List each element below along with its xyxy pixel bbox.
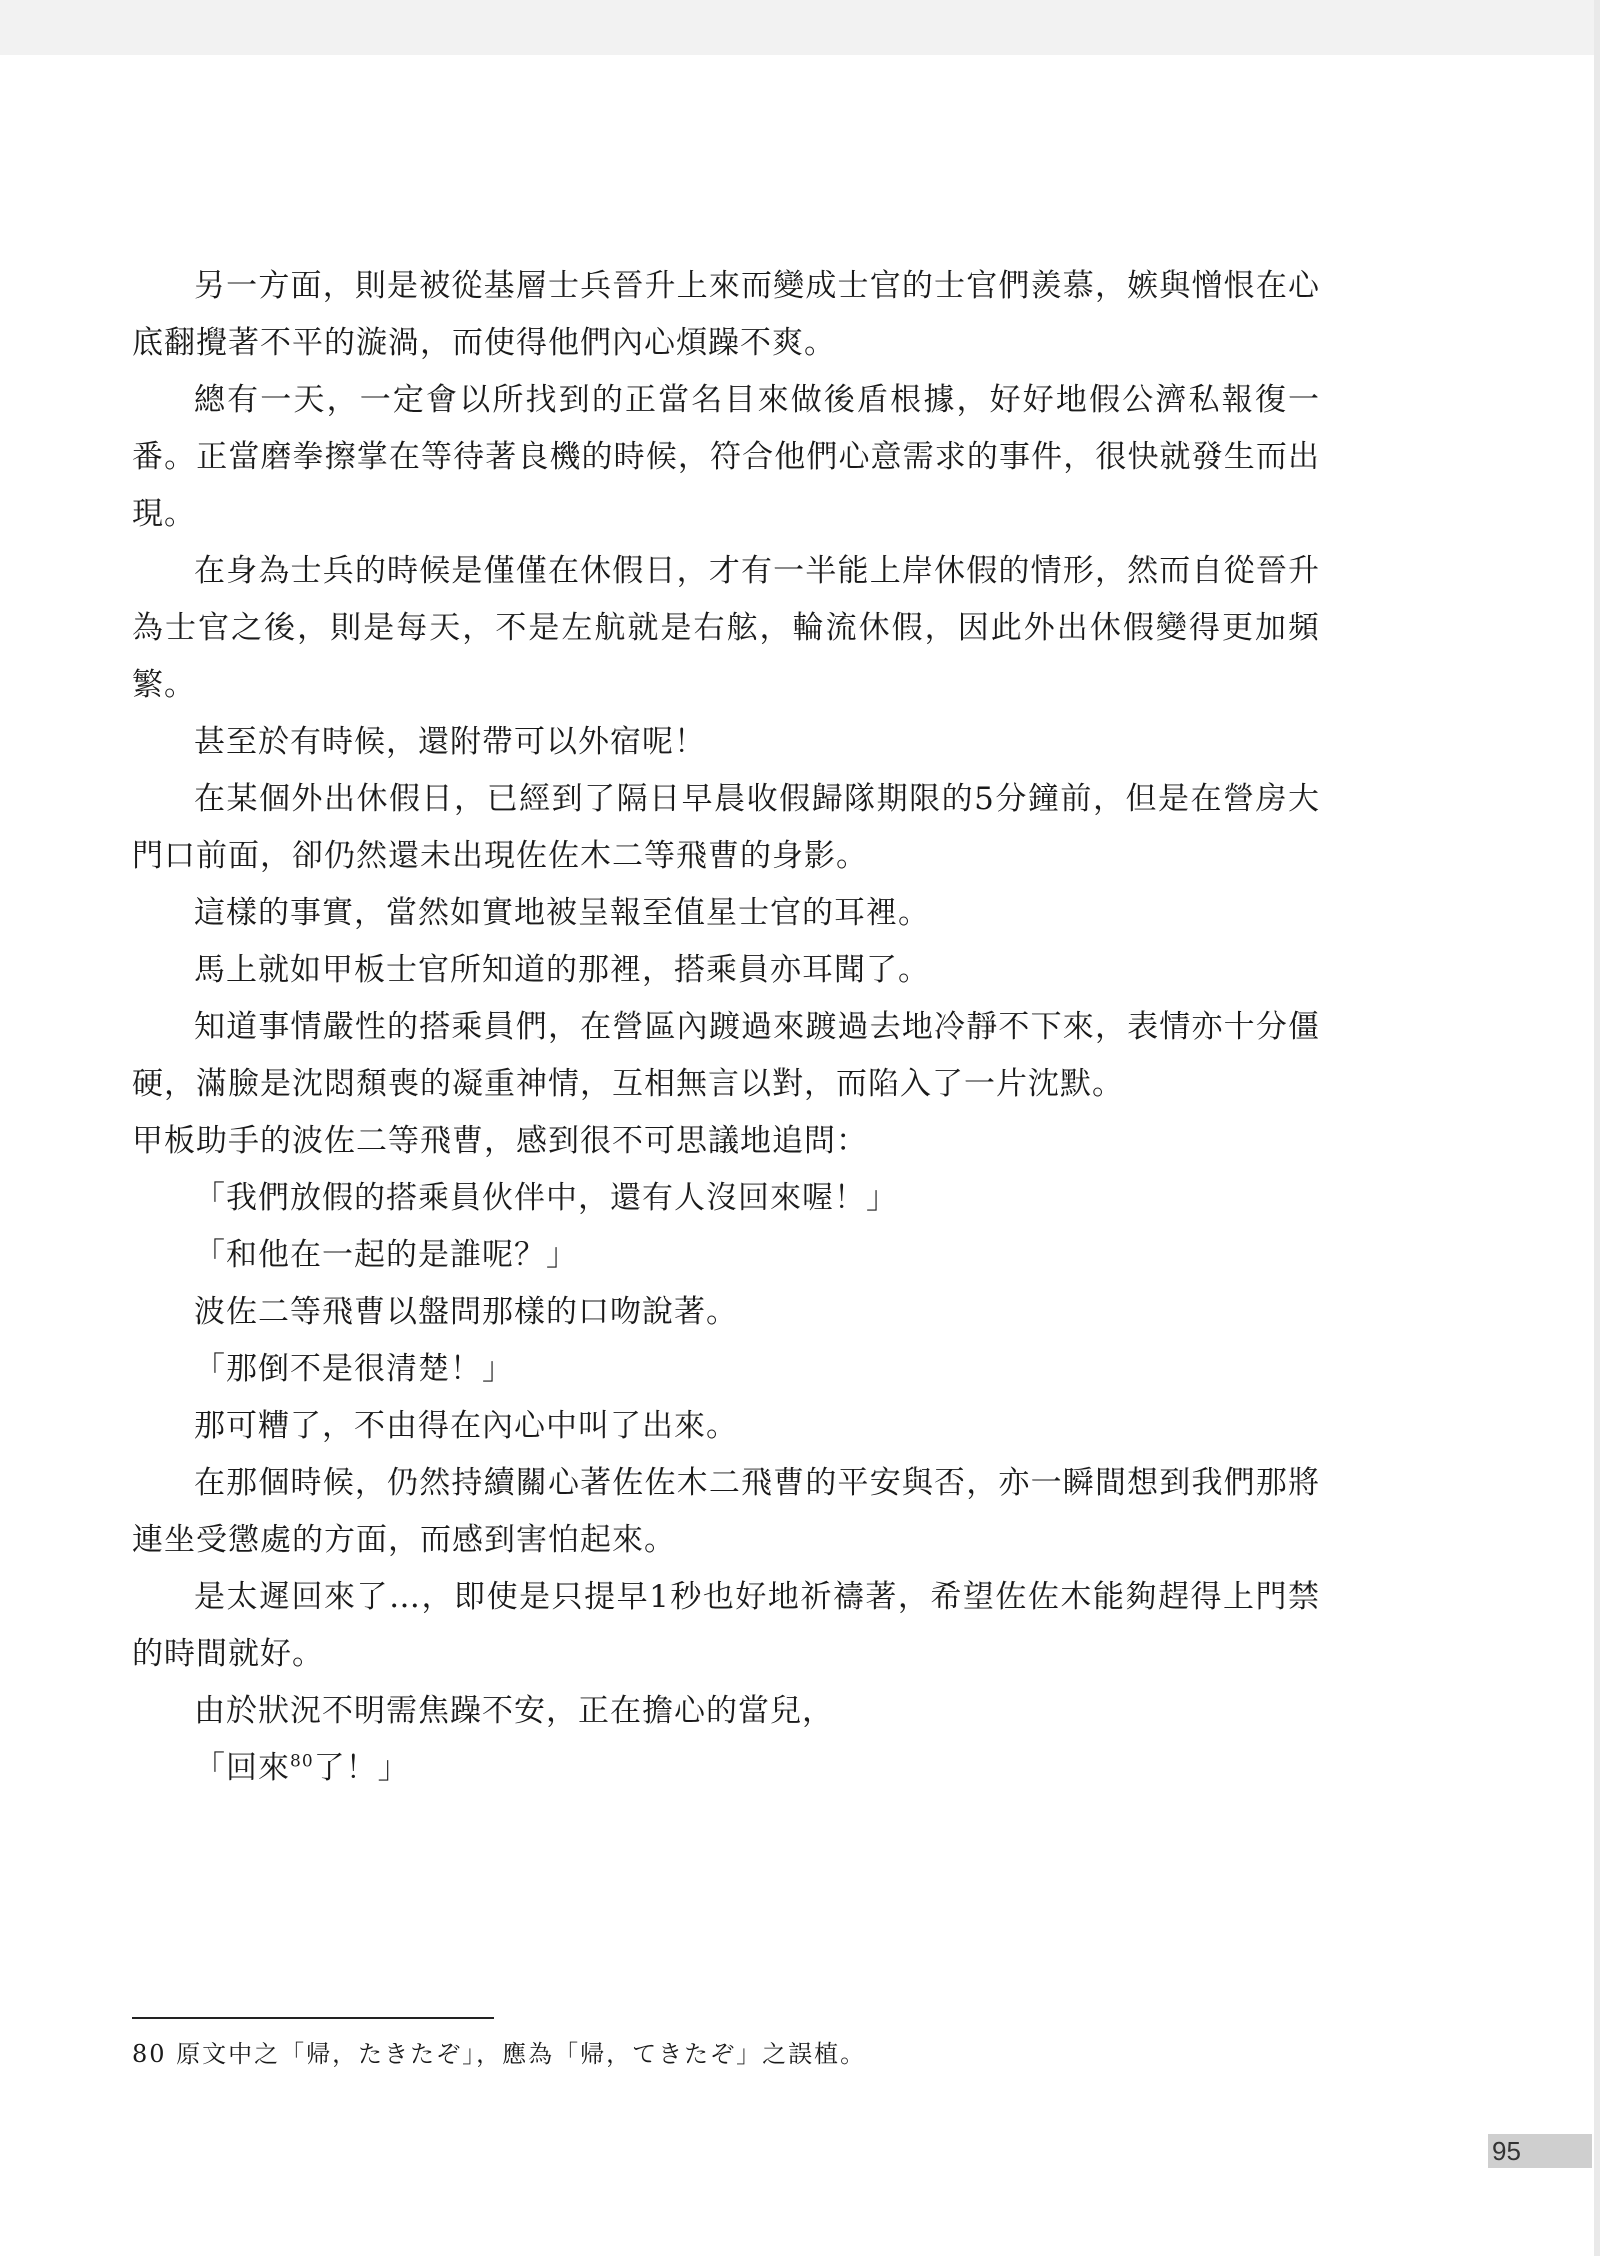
dialogue-line-final <box>132 1740 1320 1797</box>
paragraph: 是太遲回來了…，即使是只提早1秒也好地祈禱著，希望佐佐木能夠趕得上門禁的時間就好。 <box>132 1579 1320 1672</box>
paragraph: 另一方面，則是被從基層士兵晉升上來而變成士官的士官們羨慕，嫉與憎恨在心底翻攪著不平的漩渦，而使得他們內心煩躁不爽。 <box>132 268 1320 361</box>
paragraph: 在某個外出休假日，已經到了隔日早晨收假歸隊期限的5分鐘前，但是在營房大門口前面，卻仍然還未出現佐佐木二等飛曹的身影。 <box>132 781 1320 874</box>
paragraph: 甲板助手的波佐二等飛曹，感到很不可思議地追問： <box>132 1123 868 1159</box>
dialogue-line: 「和他在一起的是誰呢？」 <box>194 1237 578 1273</box>
paragraph: 由於狀況不明需焦躁不安，正在擔心的當兒， <box>194 1693 834 1729</box>
paragraph: 知道事情嚴性的搭乘員們，在營區內踱過來踱過去地冷靜不下來，表情亦十分僵硬，滿臉是沈悶頹喪的凝重神情，互相無言以對，而陷入了一片沈默。 <box>132 1009 1320 1102</box>
body-text <box>132 258 1320 1797</box>
paragraph: 總有一天，一定會以所找到的正當名目來做後盾根據，好好地假公濟私報復一番。正當磨拳擦掌在等待著良機的時候，符合他們心意需求的事件，很快就發生而出現。 <box>132 382 1320 532</box>
paragraph: 波佐二等飛曹以盤問那樣的口吻說著。 <box>194 1294 738 1330</box>
footnote: 80 原文中之「帰，たきたぞ」，應為「帰，てきたぞ」之誤植。 <box>132 2040 867 2068</box>
footnote-separator <box>132 2017 494 2019</box>
page-number: 95 <box>1488 2134 1592 2168</box>
last-line-before: 「回來 <box>194 1750 290 1786</box>
scan-top-band <box>0 0 1600 55</box>
paragraph: 馬上就如甲板士官所知道的那裡，搭乘員亦耳聞了。 <box>194 952 930 988</box>
paragraph: 在那個時候，仍然持續關心著佐佐木二飛曹的平安與否，亦一瞬間想到我們那將連坐受懲處的方面，而感到害怕起來。 <box>132 1465 1320 1558</box>
paragraph: 甚至於有時候，還附帶可以外宿呢！ <box>194 724 706 760</box>
footnote-reference: 80 <box>290 1751 314 1772</box>
paragraph: 在身為士兵的時候是僅僅在休假日，才有一半能上岸休假的情形，然而自從晉升為士官之後，則是每天，不是左航就是右舷，輪流休假，因此外出休假變得更加頻繁。 <box>132 553 1320 703</box>
paragraph: 這樣的事實，當然如實地被呈報至值星士官的耳裡。 <box>194 895 930 931</box>
scan-right-edge <box>1594 0 1600 2256</box>
dialogue-line: 「我們放假的搭乘員伙伴中，還有人沒回來喔！」 <box>194 1180 898 1216</box>
dialogue-line: 「那倒不是很清楚！」 <box>194 1351 514 1387</box>
last-line-after: 了！」 <box>313 1750 410 1786</box>
paragraph: 那可糟了，不由得在內心中叫了出來。 <box>194 1408 738 1444</box>
